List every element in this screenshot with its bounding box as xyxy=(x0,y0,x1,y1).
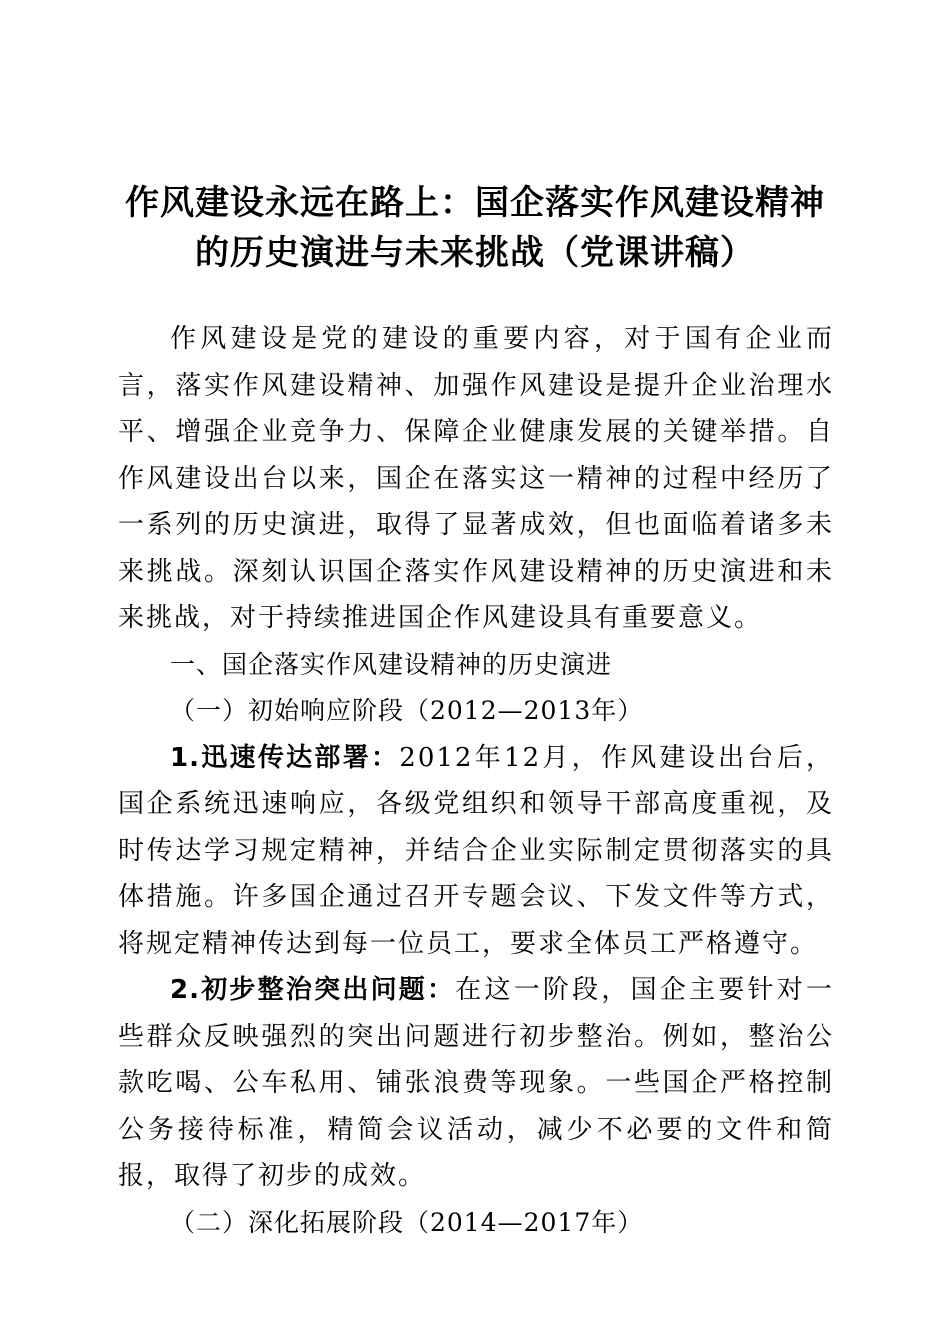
title-line-1: 作风建设永远在路上：国企落实作风建设精神 xyxy=(125,183,825,223)
section-heading-1: 一、国企落实作风建设精神的历史演进 xyxy=(170,649,613,679)
document-title xyxy=(100,178,850,278)
item-2-lead: 2.初步整治突出问题： xyxy=(170,975,456,1005)
title-line-2: 的历史演进与未来挑战（党课讲稿） xyxy=(195,233,755,273)
item-2-paragraph xyxy=(118,967,834,1200)
subsection-heading-1: （一）初始响应阶段（2012—2013年） xyxy=(170,696,644,725)
item-2-text: 在这一阶段，国企主要针对一些群众反映强烈的突出问题进行初步整治。例如，整治公款吃喝、公车私用、铺张浪费等现象。一些国企严格控制公务接待标准，精简会议活动，减少不必要的文件和简报，取得了初步的成效。 xyxy=(118,975,834,1191)
subsection-heading-2: （二）深化拓展阶段（2014—2017年） xyxy=(170,1207,644,1237)
intro-paragraph: 作风建设是党的建设的重要内容，对于国有企业而言，落实作风建设精神、加强作风建设是提升企业治理水平、增强企业竞争力、保障企业健康发展的关键举措。自作风建设出台以来，国企在落实这一精神的过程中经历了一系列的历史演进，取得了显著成效，但也面临着诸多未来挑战。深刻认识国企落实作风建设精神的历史演进和未来挑战，对于持续推进国企作风建设具有重要意义。 xyxy=(118,324,834,633)
item-1-lead: 1.迅速传达部署： xyxy=(170,742,400,773)
document-body xyxy=(118,316,834,1246)
item-1-paragraph xyxy=(118,735,834,968)
item-1-text: 2012年12月，作风建设出台后，国企系统迅速响应，各级党组织和领导干部高度重视，及时传达学习规定精神，并结合企业实际制定贯彻落实的具体措施。许多国企通过召开专题会议、下发文件等方式，将规定精神传达到每一位员工，要求全体员工严格遵守。 xyxy=(118,742,834,959)
